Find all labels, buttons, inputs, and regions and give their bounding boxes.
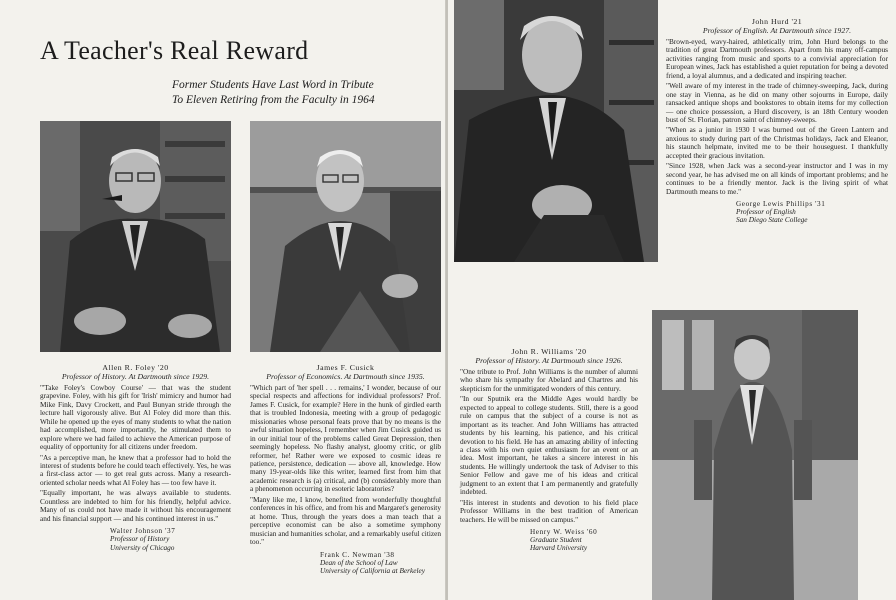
foley-role: Professor of History. At Dartmouth since 1929. xyxy=(61,372,210,382)
hurd-signature xyxy=(736,200,888,225)
left-page xyxy=(0,0,446,600)
foley-tribute xyxy=(40,364,231,552)
cusick-tribute xyxy=(250,364,441,575)
cusick-signature xyxy=(320,551,441,576)
signature-title: Dean of the School of Law xyxy=(320,557,398,567)
signature-name: Henry W. Weiss '60 xyxy=(530,528,598,537)
hurd-name: John Hurd '21 xyxy=(751,17,803,26)
williams-paragraph: "One tribute to Prof. John Williams is the number of alumni who share his sympathy for Abelard and Chartres and his skepticism for the unmitigated wonders of this century. xyxy=(460,366,638,393)
williams-role: Professor of History. At Dartmouth since 1926. xyxy=(475,356,623,366)
williams-signature xyxy=(530,528,638,553)
cusick-paragraph: "Which part of 'her spell . . . remains,' I wonder, because of our special respects and affections for individual professors? Prof. James F. Cusick, for example? Here in the hunk of girdled earth that is troubled Indonesia, meeting with a group of pedagogic missionaries whose personal feats prove that by no means is the awful situation hopeless, I remember when Jim Cusick guided us in our initial tour of the problems called Great Depression, then seemingly hopeless. No flashy analyst, gloomy critic, or glib reformer, he! Rather were we exposed to cosmic ideas re patience, persistence, dedication — above all, knowledge. How many 19-year-olds like this writer, learned first from him that academic research is (a) critical, and (b) considerably more than a phenomenon occurring in esoteric laboratories? xyxy=(250,382,441,494)
hurd-paragraph: "Brown-eyed, wavy-haired, athletically trim, John Hurd belongs to the tradition of great Dartmouth professors. Apart from his many off-campus activities ranging from music and sports to a convivial appreciation for European wines, Jack has established a quiet reputation for being a devoted friend, a loyal alumnus, and a dedicated and inspiring teacher. xyxy=(666,36,888,80)
hurd-paragraph: "When as a junior in 1930 I was burned out of the Green Lantern and anxious to study during part of the Christmas holidays, Jack and Eleanor, his staunch helpmate, invited me to be their houseguest. I thankfully accepted their gracious invitation. xyxy=(666,125,888,160)
foley-name: Allen R. Foley '20 xyxy=(102,363,169,372)
hurd-tribute xyxy=(666,18,888,225)
signature-name: Frank C. Newman '38 xyxy=(320,550,395,559)
signature-name: George Lewis Phillips '31 xyxy=(736,200,826,209)
photo-hurd xyxy=(454,0,658,262)
williams-tribute xyxy=(460,348,638,553)
subtitle-line-2: To Eleven Retiring from the Faculty in 1964 xyxy=(172,94,375,106)
signature-institution: University of Chicago xyxy=(110,542,175,552)
signature-institution: University of California at Berkeley xyxy=(320,565,425,575)
cusick-name: James F. Cusick xyxy=(316,363,375,372)
signature-title: Professor of History xyxy=(110,534,170,544)
cusick-role: Professor of Economics. At Dartmouth since 1935. xyxy=(266,372,425,382)
williams-paragraph: "In our Sputnik era the Middle Ages would hardly be expected to appeal to college students. Still, there is a good rule on campus that the subject of a course is not as important as its teacher. And John Williams has attracted students by his learning, his patience, and his critical devotion to his field. He has an amazing ability of infecting a class with his own quiet enthusiasm for an event or an idea. Most important, he takes a sincere interest in his students. He willingly undertook the task of Adviser to this Senior Fellow and gave me of his ideas and critical judgment to an extent that I am permanently and gratefully indebted. xyxy=(460,394,638,497)
hurd-role: Professor of English. At Dartmouth since 1927. xyxy=(702,26,852,36)
signature-title: Graduate Student xyxy=(530,535,582,545)
photo-williams xyxy=(652,310,858,600)
foley-paragraph: "As a perceptive man, he knew that a professor had to hold the interest of students before he could teach effectively. Yes, he was a first-class actor — to get real guts across. Many a research-oriented scholar needs what Al Foley has — too few have it. xyxy=(40,452,231,487)
right-page xyxy=(448,0,896,600)
williams-paragraph: "His interest in students and devotion to his field place Professor Williams in the best tradition of American teachers. He will be missed on campus." xyxy=(460,497,638,524)
hurd-paragraph: "Well aware of my interest in the trade of chimney-sweeping, Jack, during one stay in Vienna, as he did on many other sojourns in Europe, daily ransacked antique shops and bookstores to obtain items for my collection — one choice possession, a Hurd discovery, is an 18th Century wooden bust of St. Florian, patron saint of chimney-sweeps. xyxy=(666,81,888,124)
foley-paragraph: "Equally important, he was always available to students. Countless are indebted to him for his friendly, helpful advice. Many of us could not have made it without his encouragement and his financial support — and his continued interest in us." xyxy=(40,488,231,523)
signature-institution: San Diego State College xyxy=(736,215,808,225)
photo-cusick xyxy=(250,121,441,352)
cusick-paragraph: "Many like me, I know, benefited from wonderfully thoughtful conferences in his office, and from his and Margaret's generosity at home. Thus, through the years does a man teach that a perceptive economist can be also a sometime symphony musician and humanities scholar, and a remarkably useful citizen too." xyxy=(250,494,441,547)
signature-title: Professor of English xyxy=(736,207,796,217)
photo-foley xyxy=(40,121,231,352)
foley-signature xyxy=(110,527,231,552)
foley-paragraph: "'Take Foley's Cowboy Course' — that was the student grapevine. Foley, with his gift for 'Irish' mimicry and humor had Mike Fink, Davy Crockett, and Paul Bunyan stride through the lecture hall vigorously alive. But Al Foley did more than this. While he opened up the eyes of many students to what the nation had accomplished, more importantly, he stimulated them to explore where we had failed to achieve the American purpose of equality of opportunity for all citizens under freedom. xyxy=(40,382,231,452)
article-title: A Teacher's Real Reward xyxy=(40,36,309,65)
hurd-paragraph: "Since 1928, when Jack was a second-year instructor and I was in my second year, he has advised me on all kinds of important problems; and he continues to be a friendly mentor. Jack is the living spirit of what Dartmouth means to me." xyxy=(666,161,888,196)
williams-name: John R. Williams '20 xyxy=(511,347,587,356)
signature-institution: Harvard University xyxy=(530,543,588,553)
signature-name: Walter Johnson '37 xyxy=(110,527,176,536)
subtitle-line-1: Former Students Have Last Word in Tribute xyxy=(172,79,374,91)
